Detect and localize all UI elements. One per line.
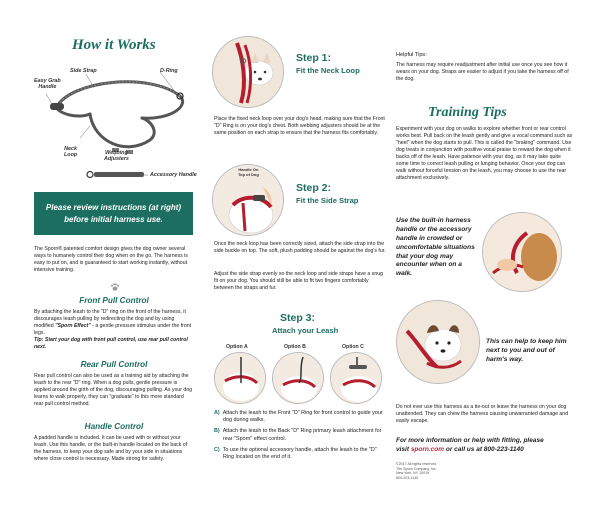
handle-control-text: A padded handle is included. It can be used with or without your leash. Use this handle, or the built-in handle located on the back of the harness, to keep your dog safe and by your side in situations where close control is necessary. Made strong for safety. bbox=[34, 435, 188, 462]
jack-russell-icon bbox=[397, 301, 480, 384]
contact-line-2: visit sporn.com or call us at 800-223-1140 bbox=[396, 446, 524, 454]
helpful-tips-title: Helpful Tips: bbox=[396, 52, 427, 58]
handle-callout: Use the built-in harness handle or the accessory handle in crowded or uncomfortable situations that your dog may encounter when on a walk. bbox=[396, 217, 475, 278]
step2-title: Step 2: bbox=[296, 182, 332, 194]
step2-subtitle: Fit the Side Strap bbox=[296, 196, 359, 205]
label-webbing-adjusters: Webbing Adjusters bbox=[104, 150, 129, 163]
training-tips-title: Training Tips bbox=[428, 105, 507, 120]
step3-item-b: B) Attach the leash to the Back "D" Ring primary leash attachment for rear "Sporn" effect control. bbox=[214, 428, 382, 442]
tips-column bbox=[396, 0, 600, 521]
handle-control-title: Handle Control bbox=[84, 422, 144, 431]
copyright-footer: ©2017 All rights reserved The Sporn Company, Inc. New York, NY 10019 800-223-1140 bbox=[396, 462, 437, 481]
step2-text-2: Adjust the side strap evenly so the neck loop and side straps have a snug fit on your dog. You should still be able to fit two fingers comfortably between the straps and fur. bbox=[214, 271, 383, 291]
rear-pull-text: Rear pull control can also be used as a training aid by attaching the leash to the rear "D" ring. When a dog pulls, gentle pressure is applied around the girth of the dog, discouraging pulling. As your dog learns to walk properly, they can "graduate" to this more standard rear pull control method. bbox=[34, 373, 193, 407]
how-it-works-column bbox=[0, 0, 200, 521]
helpful-tips-text: The harness may require readjustment after initial use once you see how it wears on your dog. Straps are easier to adjust if you take the harness off of the dog. bbox=[396, 62, 569, 82]
paw-icon bbox=[110, 282, 120, 292]
warning-text: Do not ever use this harness as a tie-out or leave the harness on your dog unattended. They can chew the harness causing unwarranted damage and easily escape. bbox=[396, 404, 569, 424]
front-pull-body-2: - a gentle pressure stimulus under the front legs. bbox=[34, 322, 192, 336]
step3-title: Step 3: bbox=[280, 312, 316, 324]
review-instructions-banner bbox=[34, 192, 193, 235]
option-b-photo bbox=[272, 352, 324, 404]
intro-text: The Sporn® patented comfort design gives the dog owner several ways to humanely control their dog when on the go. The harness is easy to put on, and is guaranteed to start working instantly, without intensive training. bbox=[34, 246, 188, 273]
step3-subtitle: Attach your Leash bbox=[272, 326, 339, 335]
sporn-effect: "Sporn Effect" bbox=[55, 322, 91, 329]
contact-info bbox=[396, 436, 576, 454]
option-a-label: Option A bbox=[226, 344, 248, 350]
label-d-ring: D-Ring bbox=[160, 68, 178, 74]
grab-handle-shape bbox=[50, 103, 64, 110]
how-it-works-title: How it Works bbox=[72, 37, 156, 53]
option-a-photo bbox=[214, 352, 266, 404]
option-b-label: Option B bbox=[284, 344, 306, 350]
step1-photo bbox=[212, 36, 284, 108]
option-c-photo bbox=[330, 352, 382, 404]
handle-photo bbox=[482, 212, 562, 292]
sporn-link[interactable]: sporn.com bbox=[410, 446, 445, 454]
step1-title: Step 1: bbox=[296, 52, 332, 64]
step1-subtitle: Fit the Neck Loop bbox=[296, 66, 360, 75]
tip-text: Start your dog with front pull control, use rear pull control next. bbox=[34, 336, 188, 350]
front-pull-body: By attaching the leash to the "D" ring on the front of the harness, it discourages leash pulling by redirecting the dog and by using modified bbox=[34, 309, 186, 329]
label-neck-loop: Neck Loop bbox=[64, 146, 78, 159]
front-pull-title: Front Pull Control bbox=[79, 296, 149, 305]
label-side-strap: Side Strap bbox=[70, 68, 97, 74]
steps-column bbox=[200, 0, 400, 521]
dog-photo bbox=[396, 300, 480, 384]
banner-line-2: before initial harness use. bbox=[64, 214, 163, 224]
training-tips-text: Experiment with your dog on walks to explore whether front or rear control works best. Pull back on the leash gently and give a vocal command such as "heel" when the dog starts to pull. This is called the "braking" command. Use dog treats in conjunction with positive vocal praise to reward the dog when it backs off of the leash. Have patience with your dog, as it may take quite some time to correct leash pulling or lunging behavior. Once your dog can walk without forceful tension on the leash, you may choose to use the rear attachment exclusively. bbox=[396, 126, 573, 181]
dog-head-icon bbox=[213, 37, 284, 108]
option-c-label: Option C bbox=[342, 344, 364, 350]
step2-text-1: Once the neck loop has been correctly sized, attach the side strap into the side buckle on top. The soft, plush padding should be against the dog's fur. bbox=[214, 241, 386, 254]
step3-item-a: A) Attach the leash to the Front "D" Ring for front control to guide your dog during walks. bbox=[214, 410, 383, 424]
label-accessory-handle: Accessory Handle bbox=[150, 172, 197, 178]
tip-label: Tip: bbox=[34, 336, 44, 343]
step3-list bbox=[214, 410, 386, 461]
label-easy-grab-handle: Easy Grab Handle bbox=[34, 78, 61, 91]
front-pull-text bbox=[34, 309, 194, 351]
step1-text: Place the fixed neck loop over your dog's head, making sure that the Front "D" Ring is on your dog's chest. Both webbing adjusters should be at the same position on each strap to ensure that the harness fits comfortably. bbox=[214, 116, 385, 136]
safety-callout: This can help to keep him next to you and out of harm's way. bbox=[486, 338, 567, 363]
banner-line-1: Please review instructions (at right) bbox=[45, 202, 182, 212]
rear-pull-title: Rear Pull Control bbox=[80, 360, 148, 369]
accessory-handle-shape bbox=[94, 172, 144, 177]
step3-item-c: C) To use the optional accessory handle, attach the leash to the "D" Ring located on the end of it. bbox=[214, 446, 377, 461]
contact-line-1: For more information or help with fitting, please bbox=[396, 437, 544, 444]
handle-tag: Handle On Top of Dog bbox=[238, 167, 259, 177]
